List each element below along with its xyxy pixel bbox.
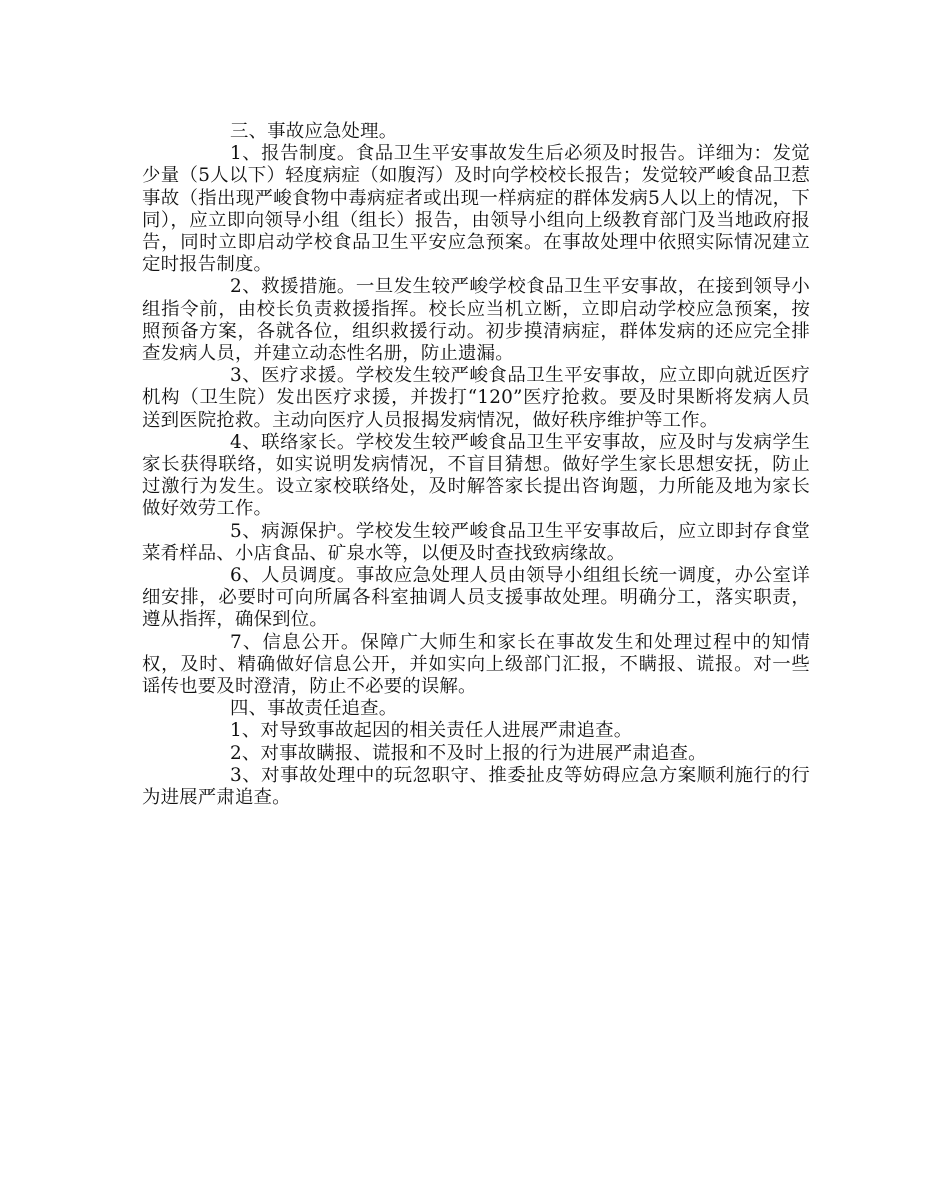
- paragraph-info-disclosure: 7、信息公开。保障广大师生和家长在事故发生和处理过程中的知情权，及时、精确做好信息公开，并如实向上级部门汇报，不瞒报、谎报。对一些谣传也要及时澄清，防止不必要的误解。: [142, 631, 810, 698]
- section-heading-3: 三、事故应急处理。: [230, 121, 398, 142]
- paragraph-medical-aid: 3、医疗求援。学校发生较严峻食品卫生平安事故，应立即向就近医疗机构（卫生院）发出医疗求援，并拨打“120”医疗抢救。要及时果断将发病人员送到医院抢救。主动向医疗人员报揭发病情况，做好秩序维护等工作。: [142, 365, 810, 431]
- document-body: [142, 121, 810, 809]
- paragraph-rescue-measures: 2、救援措施。一旦发生较严峻学校食品卫生平安事故，在接到领导小组指令前，由校长负责救援指挥。校长应当机立断，立即启动学校应急预案，按照预备方案，各就各位，组织救援行动。初步摸清病症，群体发病的还应完全排查发病人员，并建立动态性名册，防止遗漏。: [142, 276, 810, 365]
- paragraph-accountability-1: 1、对导致事故起因的相关责任人进展严肃追查。: [230, 720, 633, 742]
- paragraph-accountability-2: 2、对事故瞒报、谎报和不及时上报的行为进展严肃追查。: [230, 742, 707, 764]
- section-heading-4: 四、事故责任追查。: [230, 698, 398, 720]
- paragraph-source-protection: 5、病源保护。学校发生较严峻食品卫生平安事故后，应立即封存食堂菜肴样品、小店食品、矿泉水等，以便及时查找致病缘故。: [142, 520, 810, 564]
- paragraph-accountability-3: 3、对事故处理中的玩忽职守、推委扯皮等妨碍应急方案顺利施行的行为进展严肃追查。: [142, 764, 810, 809]
- paragraph-report-system: 1、报告制度。食品卫生平安事故发生后必须及时报告。详细为：发觉少量（5人以下）轻度病症（如腹泻）及时向学校校长报告；发觉较严峻食品卫惹事故（指出现严峻食物中毒病症者或出现一样病症的群体发病5人以上的情况，下同），应立即向领导小组（组长）报告，由领导小组向上级教育部门及当地政府报告，同时立即启动学校食品卫生平安应急预案。在事故处理中依照实际情况建立定时报告制度。: [142, 143, 810, 276]
- paragraph-contact-parents: 4、联络家长。学校发生较严峻食品卫生平安事故，应及时与发病学生家长获得联络，如实说明发病情况，不盲目猜想。做好学生家长思想安抚，防止过激行为发生。设立家校联络处，及时解答家长提出咨询题，力所能及地为家长做好效劳工作。: [142, 431, 810, 520]
- paragraph-staff-dispatch: 6、人员调度。事故应急处理人员由领导小组组长统一调度，办公室详细安排，必要时可向所属各科室抽调人员支援事故处理。明确分工，落实职责，遵从指挥，确保到位。: [142, 565, 810, 631]
